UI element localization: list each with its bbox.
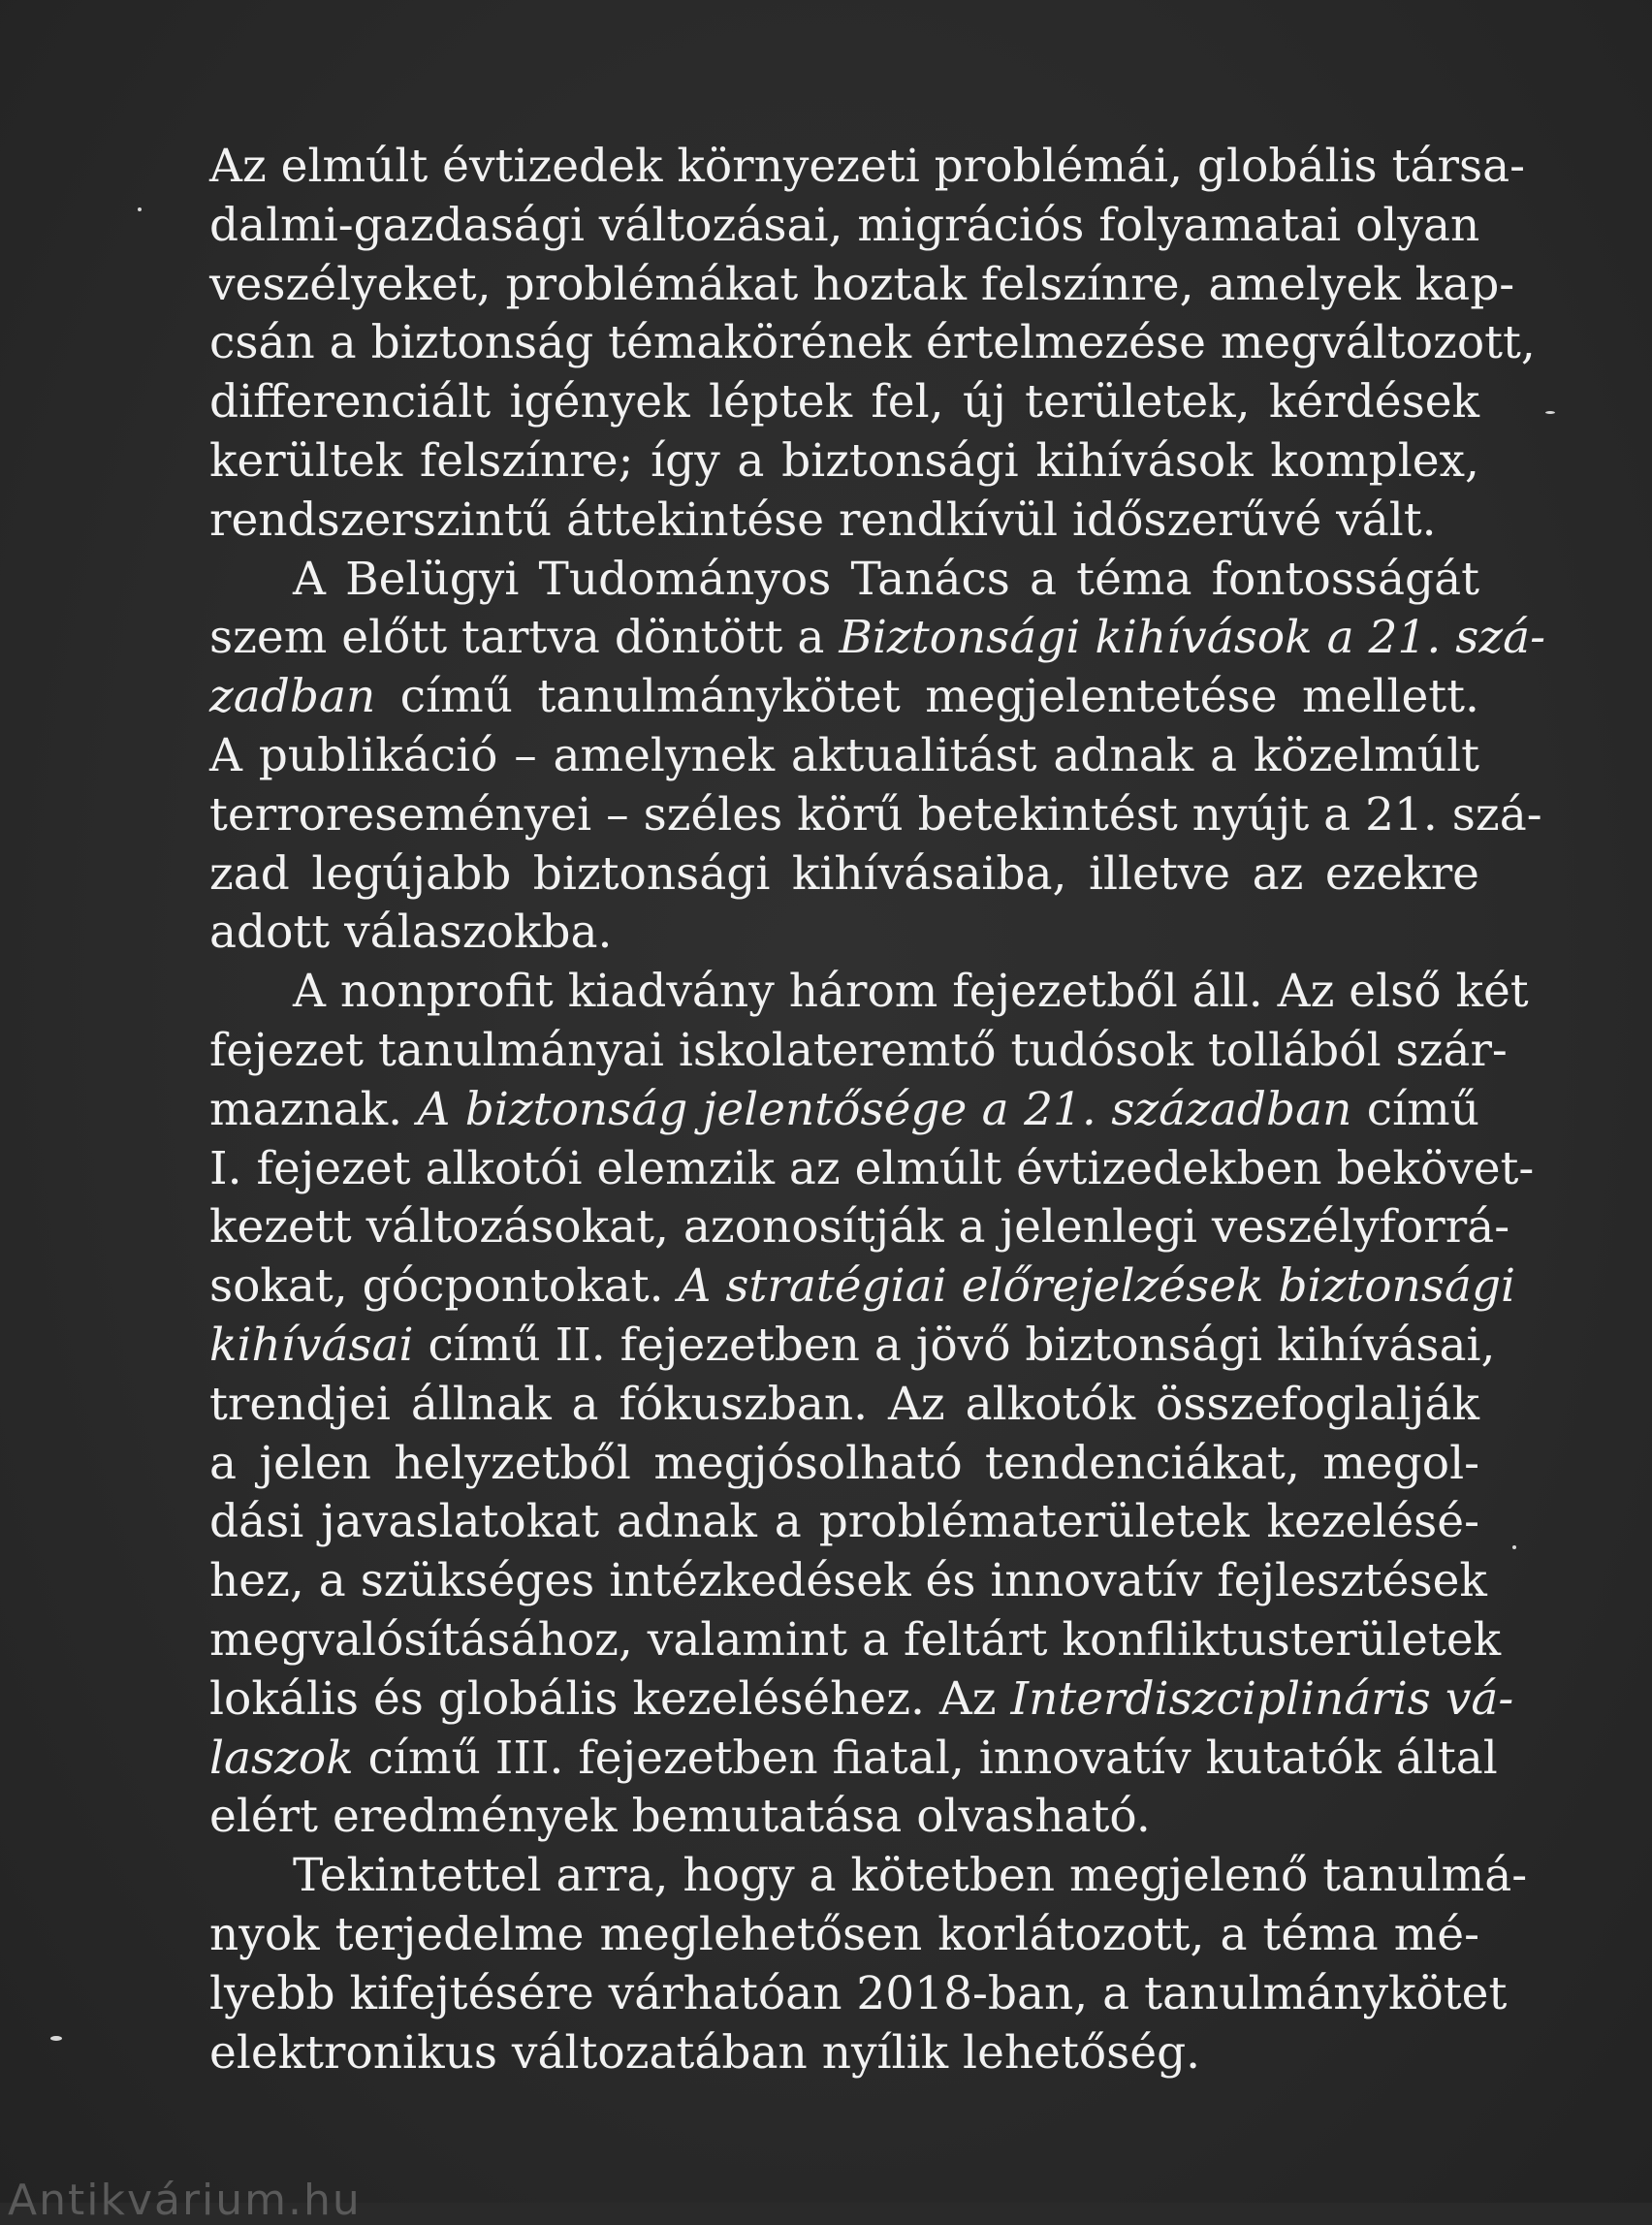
dust-speck [138,207,142,211]
text-line: veszélyeket, problémákat hoztak felszínre, amelyek kap- [209,257,1515,311]
text-run: című III. fejezetben fiatal, innovatív kutatók által [353,1731,1498,1785]
chapter-title-italic: A stratégiai előrejelzések biztonsági [678,1259,1516,1314]
text-line [209,1670,1514,1730]
text-line: kezett változásokat, azonosítják a jelenlegi veszélyforrá- [209,1200,1510,1255]
text-line: differenciált igények léptek fel, új területek, kérdések [209,375,1479,429]
text-run: lokális és globális kezeléséhez. Az [209,1671,1011,1726]
chapter-title-italic: kihívásai [209,1318,414,1372]
text-line: Az elmúlt évtizedek környezeti problémái, globális társa- [209,140,1526,193]
dust-speck [1545,411,1555,414]
text-run: szem előtt tartva döntött a [209,611,840,665]
text-line: elért eredmények bemutatása olvasható. [209,1790,1151,1844]
text-line [209,1257,1516,1317]
text-run: című II. fejezetben a jövő biztonsági kihívásai, [413,1318,1496,1372]
text-line: dási javaslatokat adnak a problématerületek kezelésé- [209,1495,1479,1549]
paragraph-2 [209,551,1545,964]
text-line [209,1317,1496,1376]
text-line [209,1730,1498,1789]
text-run: című tanulmánykötet megjelentetése mellett. [375,670,1479,724]
text-line: elektronikus változatában nyílik lehetőség. [209,2025,1201,2080]
paragraph-1 [209,138,1536,551]
text-line: lyebb kifejtésére várhatóan 2018-ban, a tanulmánykötet [209,1966,1508,2020]
text-line: kerültek felszínre; így a biztonsági kihívások komplex, [209,433,1479,488]
text-run: sokat, gócpontokat. [209,1259,679,1314]
chapter-title-italic: laszok [209,1731,354,1785]
text-line [209,1081,1479,1140]
text-line: Tekintettel arra, hogy a kötetben megjelenő tanulmá- [293,1849,1528,1903]
text-run: maznak. [209,1082,418,1136]
text-line: A publikáció – amelynek aktualitást adnak a közelmúlt [209,728,1479,782]
text-line: hez, a szükséges intézkedések és innovatív fejlesztések [209,1554,1487,1608]
chapter-title-italic: Interdiszciplináris vá- [1010,1671,1514,1726]
text-line: dalmi-gazdasági változásai, migrációs folyamatai olyan [209,198,1480,252]
watermark-text: Antikvárium.hu [8,2176,362,2225]
text-line: zad legújabb biztonsági kihívásaiba, illetve az ezekre [209,846,1479,901]
text-line: I. fejezet alkotói elemzik az elmúlt évtizedekben bekövet- [209,1141,1535,1195]
text-line: megvalósításához, valamint a feltárt konfliktusterületek [209,1612,1502,1667]
text-line: trendjei állnak a fókuszban. Az alkotók összefoglalják [209,1377,1479,1431]
blurb-text [209,138,1545,2082]
dust-speck [50,2036,62,2041]
text-line: fejezet tanulmányai iskolateremtő tudósok tollából szár- [209,1023,1508,1077]
text-line: nyok terjedelme meglehetősen korlátozott, a téma mé- [209,1907,1479,1961]
text-line: a jelen helyzetből megjósolható tendenciákat, megol- [209,1436,1479,1490]
text-run: című [1351,1082,1479,1136]
text-line: A Belügyi Tudományos Tanács a téma fontosságát [293,552,1479,606]
text-line: terroreseményei – széles körű betekintést nyújt a 21. szá- [209,787,1542,842]
book-title-italic: Biztonsági kihívások a 21. szá- [839,611,1545,665]
book-title-italic: zadban [209,670,376,724]
text-line [209,668,1479,727]
text-line: csán a biztonság témakörének értelmezése megváltozott, [209,316,1536,370]
dust-speck [1512,1545,1516,1549]
chapter-title-italic: A biztonság jelentősége a 21. században [417,1082,1352,1136]
text-line: A nonprofit kiadvány három fejezetből áll. Az első két [293,965,1529,1019]
text-line: rendszerszintű áttekintése rendkívül időszerűvé vált. [209,493,1437,547]
text-line: adott válaszokba. [209,906,613,960]
paragraph-3 [209,963,1535,1847]
text-line [209,609,1545,668]
paragraph-4 [209,1847,1528,2082]
